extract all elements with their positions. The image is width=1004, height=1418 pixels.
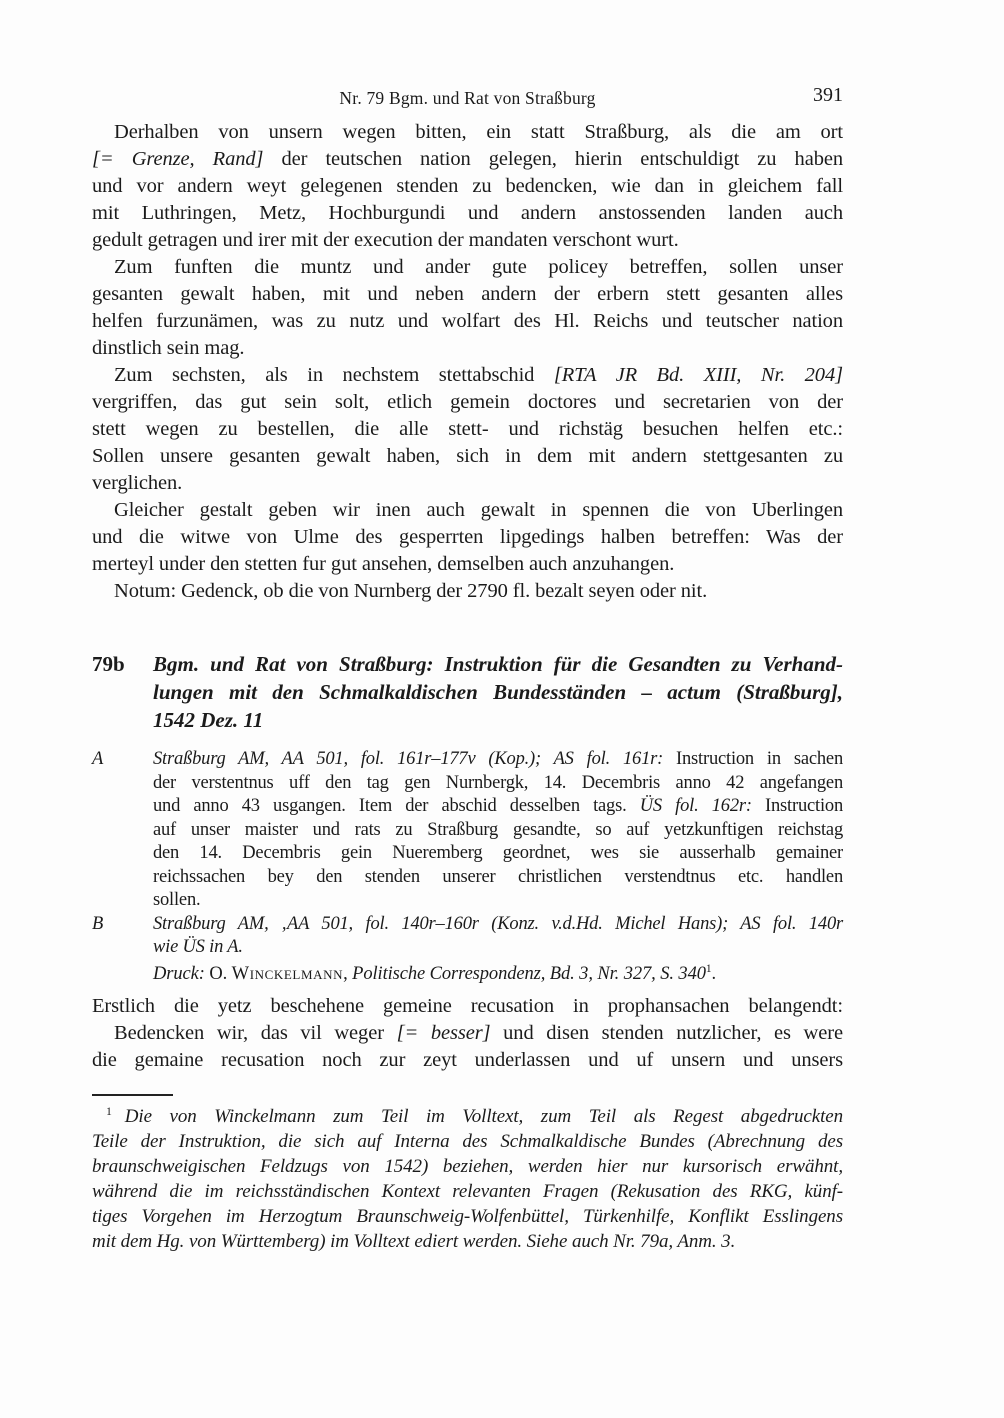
text-run: Teile der Instruktion, die sich auf Interna des Schmalkaldische Bundes (Abrechnung des xyxy=(92,1131,843,1152)
text-line xyxy=(92,1047,843,1074)
text-run: ÜS fol. 162r: xyxy=(639,796,752,816)
main-text-flow xyxy=(92,119,843,1074)
text-run: , xyxy=(343,963,353,984)
text-run: und vor andern weyt gelegenen stenden zu bedencken, wie dan in gleichem fall xyxy=(92,175,843,197)
source-note-b xyxy=(92,913,843,960)
text-run: Instruction xyxy=(751,796,844,816)
text-run: reichssachen bey den stenden unserer christlichen verstendtnus etc. handlen xyxy=(153,866,843,887)
text-run: dinstlich sein mag. xyxy=(92,337,245,359)
text-line xyxy=(92,281,843,308)
text-line xyxy=(153,795,843,819)
text-run: Bgm. und Rat von Straßburg: Instruktion für die Gesandten zu Verhand- xyxy=(153,652,843,676)
text-run: tiges Vorgehen im Herzogtum Braunschweig-Wolfenbüttel, Türkenhilfe, Konflikt Esslingens xyxy=(92,1206,843,1227)
footnote-marker: 1 xyxy=(106,1104,112,1118)
text-run: Bedencken wir, das vil weger xyxy=(114,1022,397,1044)
text-run: die gemaine recusation noch zur zeyt underlassen und uf unsern und unsers xyxy=(92,1049,843,1071)
text-line xyxy=(92,1020,843,1047)
text-line xyxy=(92,146,843,173)
text-line xyxy=(92,362,843,389)
text-run: . xyxy=(711,963,717,984)
text-run: vergriffen, das gut sein solt, etlich gemein doctores und secretarien von der xyxy=(92,391,843,413)
text-line xyxy=(153,678,843,706)
paragraph-notum xyxy=(92,578,843,605)
text-run: merteyl under den stetten fur gut ansehen, demselben auch anzuhangen. xyxy=(92,553,675,575)
block-lines xyxy=(153,913,843,960)
text-run: [= Grenze, Rand] xyxy=(92,148,264,170)
text-line xyxy=(153,866,843,890)
paragraph-zum-sechsten xyxy=(92,362,843,497)
text-line xyxy=(153,936,843,960)
text-line xyxy=(92,173,843,200)
text-line xyxy=(92,1229,843,1254)
text-run: sollen. xyxy=(153,890,201,910)
text-run: gedult getragen und irer mit der execution der mandaten verschont wurt. xyxy=(92,229,679,251)
text-run: stett wegen zu bestellen, die alle stett- und richstäg besuchen helfen etc.: xyxy=(92,418,843,440)
block-label: B xyxy=(92,913,104,934)
text-line xyxy=(153,748,843,772)
text-line xyxy=(92,497,843,524)
text-run: auf unser maister und rats zu Straßburg gesandte, so auf yetzkunftigen reichstag xyxy=(153,819,843,840)
text-line xyxy=(92,551,843,578)
text-run: wie ÜS in A. xyxy=(153,937,243,957)
text-line xyxy=(92,1154,843,1179)
text-run: und anno 43 usgangen. Item der abschid desselben tags. xyxy=(153,796,640,816)
text-run: Politische Correspondenz, Bd. 3, Nr. 327, S. 340 xyxy=(352,963,706,984)
text-run: O. xyxy=(209,963,232,984)
text-run: Zum sechsten, als in nechstem stettabschid xyxy=(114,364,554,386)
text-line xyxy=(92,200,843,227)
text-run: Straßburg AM, ‚AA 501, fol. 140r–160r (Konz. v.d.Hd. Michel Hans); AS fol. 140r xyxy=(153,913,843,934)
text-run: [= besser] xyxy=(396,1022,491,1044)
running-header xyxy=(92,86,843,110)
footnote-marker: 1 xyxy=(705,962,712,975)
footnote-area xyxy=(92,1094,843,1254)
text-run: den 14. Decembris gein Nueremberg geordnet, wes sie ausserhalb gemainer xyxy=(153,843,843,863)
text-line xyxy=(92,119,843,146)
paragraph-bedencken xyxy=(92,1020,843,1074)
text-run: gesanten gewalt haben, mit und neben andern der erbern stett gesanten alles xyxy=(92,283,843,305)
text-run: verglichen. xyxy=(92,472,183,494)
text-line xyxy=(92,1129,843,1154)
paragraph-derhalben xyxy=(92,119,843,254)
text-run: braunschweigischen Feldzugs von 1542) beziehen, werden hier nur kursorisch erwähnt, xyxy=(92,1156,843,1177)
text-run: Druck: xyxy=(153,963,210,984)
paragraph-gleicher-gestalt xyxy=(92,497,843,578)
text-run: und die witwe von Ulme des gesperrten lipgedings halben betreffen: Was der xyxy=(92,526,843,548)
text-line xyxy=(92,524,843,551)
source-note-a xyxy=(92,748,843,913)
text-line xyxy=(92,1179,843,1204)
text-run: mit dem Hg. von Württemberg) im Volltext ediert werden. Siehe auch Nr. 79a, Anm. 3. xyxy=(92,1231,736,1252)
text-line xyxy=(92,1104,843,1129)
block-lines xyxy=(153,748,843,913)
text-line xyxy=(92,227,843,254)
text-run: Derhalben von unsern wegen bitten, ein statt Straßburg, als die am ort xyxy=(114,121,843,143)
text-line xyxy=(153,963,843,987)
running-header-title: Nr. 79 Bgm. und Rat von Straßburg xyxy=(339,88,596,108)
text-line xyxy=(92,335,843,362)
text-run: der verstentnus uff den tag gen Nurnbergk, 14. Decembris anno 42 angefangen xyxy=(153,772,843,793)
page-content xyxy=(92,86,843,1254)
text-run: Notum: Gedenck, ob die von Nurnberg der 2790 fl. bezalt seyen oder nit. xyxy=(114,580,708,602)
block-label: 79b xyxy=(92,652,125,676)
text-run: Instruction in sachen xyxy=(663,749,843,769)
text-run: während die im reichsständischen Kontext relevanten Fragen (Rekusation des RKG, künf- xyxy=(92,1181,843,1202)
text-line xyxy=(153,819,843,843)
block-lines xyxy=(153,650,843,734)
entry-heading-79b xyxy=(92,650,843,734)
page-number: 391 xyxy=(813,84,843,106)
text-line xyxy=(92,470,843,497)
text-line xyxy=(92,1204,843,1229)
footnote-1 xyxy=(92,1104,843,1254)
text-run: Erstlich die yetz beschehene gemeine recusation in prophansachen belangendt: xyxy=(92,995,843,1017)
text-run: Die von Winckelmann zum Teil im Volltext, zum Teil als Regest abgedruckten xyxy=(124,1106,843,1127)
text-run: der teutschen nation gelegen, hierin entschuldigt zu haben xyxy=(263,148,843,170)
text-line xyxy=(153,772,843,796)
text-line xyxy=(92,443,843,470)
text-line xyxy=(153,913,843,937)
text-run: [RTA JR Bd. XIII, Nr. 204] xyxy=(553,364,843,386)
footnote-separator-rule xyxy=(92,1094,173,1096)
text-line xyxy=(153,889,843,913)
text-line xyxy=(92,389,843,416)
print-reference xyxy=(153,963,843,987)
text-run: Sollen unsere gesanten gewalt haben, sich in dem mit andern stettgesanten zu xyxy=(92,445,843,467)
text-run: 1542 Dez. 11 xyxy=(153,708,264,732)
text-run: lungen mit den Schmalkaldischen Bundesständen – actum (Straßburg], xyxy=(153,680,843,704)
paragraph-zum-funften xyxy=(92,254,843,362)
text-line xyxy=(92,416,843,443)
text-line xyxy=(92,993,843,1020)
text-line xyxy=(153,706,843,734)
text-line xyxy=(92,578,843,605)
text-line xyxy=(153,842,843,866)
text-line xyxy=(92,254,843,281)
text-run: und disen stenden nutzlicher, es were xyxy=(490,1022,843,1044)
text-line xyxy=(92,308,843,335)
text-run: Gleicher gestalt geben wir inen auch gewalt in spennen die von Uberlingen xyxy=(114,499,843,521)
text-run: Straßburg AM, AA 501, fol. 161r–177v (Kop.); AS fol. 161r: xyxy=(153,749,664,769)
paragraph-erstlich xyxy=(92,993,843,1020)
text-run: mit Luthringen, Metz, Hochburgundi und andern anstossenden landen auch xyxy=(92,202,843,224)
text-run: Zum funften die muntz und ander gute policey betreffen, sollen unser xyxy=(114,256,843,278)
text-line xyxy=(153,650,843,678)
text-run: helfen furzunämen, was zu nutz und wolfart des Hl. Reichs und teutscher nation xyxy=(92,310,843,332)
block-label: A xyxy=(92,749,104,769)
text-run: Winckelmann xyxy=(231,963,344,984)
